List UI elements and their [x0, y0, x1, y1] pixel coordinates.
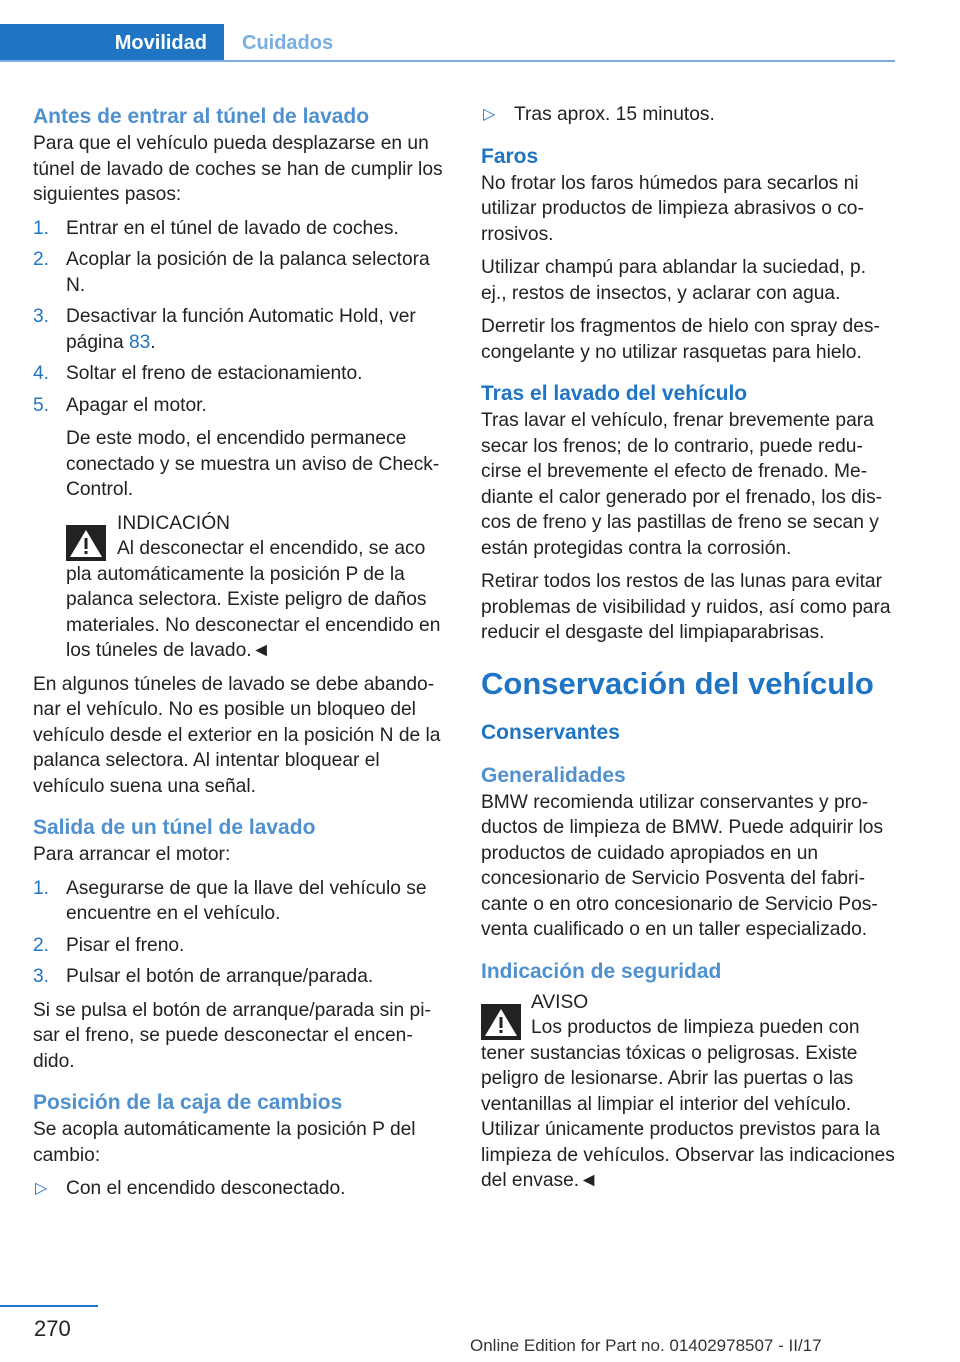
right-column — [481, 102, 895, 1202]
list-item: 2. Acoplar la posición de la palanca selectora N. — [33, 249, 430, 296]
list-item: 1. Asegurarse de que la llave del vehículo se encuentre en el vehículo. — [33, 877, 427, 924]
warning-body: tener sustancias tóxicas o peligrosas. Existe peligro de lesionarse. Abrir las puertas o las ventanillas al limpiar el interior del vehículo. Utilizar únicamente productos previstos para la limpieza de vehículos. Observar las indicaciones del envase.◄ — [481, 1042, 895, 1191]
note-title: INDICACIÓN — [117, 512, 230, 534]
warning-first-line: Los productos de limpieza pueden con — [531, 1017, 860, 1038]
gear-list — [33, 1176, 447, 1202]
section-title-conservation: Conservación del vehículo — [481, 665, 874, 701]
tunnel-steps-list — [33, 216, 447, 503]
paragraph-exit-intro: Para arrancar el motor: — [33, 844, 231, 865]
top-tab-bar — [0, 0, 895, 60]
footer-rule — [0, 1305, 98, 1307]
list-item: 4. Soltar el freno de estacionamiento. — [33, 363, 363, 384]
paragraph-tunnel-intro: Para que el vehículo pueda desplazarse en un túnel de lavado de coches se han de cumplir los siguientes pasos: — [33, 133, 443, 205]
heading-generalidades: Generalidades — [481, 763, 626, 787]
heading-faros: Faros — [481, 144, 539, 168]
page-number: 270 — [34, 1316, 71, 1341]
heading-safety: Indicación de seguridad — [481, 959, 722, 983]
note-box — [33, 511, 447, 664]
paragraph-gear: Se acopla automáticamente la posición P del cambio: — [33, 1119, 416, 1166]
note-first-line: Al desconectar el encendido, se aco — [117, 538, 426, 559]
heading-after-wash: Tras el lavado del vehículo — [481, 382, 748, 405]
list-item: 3. Pulsar el botón de arranque/parada. — [33, 966, 374, 987]
heading-conservantes: Conservantes — [481, 720, 620, 744]
tab-movilidad[interactable]: Movilidad — [0, 24, 224, 62]
paragraph-general: BMW recomienda utilizar conservantes y productos de limpieza de BMW. Puede adquirir los productos de cuidado apropiados en un concesionario de Servicio Posventa del fabricante o en otro concesionario de Servicio Posventa cualificado o en un taller especializado. — [481, 791, 884, 940]
heading-tunnel-exit: Salida de un túnel de lavado — [33, 816, 316, 839]
header-rule — [0, 60, 895, 62]
warning-triangle-icon — [481, 1004, 521, 1040]
warning-triangle-icon — [66, 525, 106, 561]
paragraph-faros-2: Utilizar champú para ablandar la suciedad, p. ej., restos de insectos, y aclarar con agua. — [481, 257, 867, 304]
page-link-83[interactable]: 83 — [128, 331, 151, 353]
paragraph-after-1: Tras lavar el vehículo, frenar brevemente para secar los frenos; de lo contrario, puede reducirse el brevemente el efecto de frenado. Mediante el calor generado por el frenado, los discos de freno y las pastillas de freno se secan y están protegidas contra la corrosión. — [481, 410, 883, 559]
left-column — [33, 102, 447, 1210]
tab-cuidados[interactable]: Cuidados — [242, 32, 334, 54]
list-item: 1. Entrar en el túnel de lavado de coches. — [33, 217, 399, 239]
paragraph-faros-1: No frotar los faros húmedos para secarlos ni utilizar productos de limpieza abrasivos o corrosivos. — [481, 172, 864, 245]
gear-list-continued — [481, 102, 895, 128]
step5-detail: De este modo, el encendido permanece conectado y se muestra un aviso de Check-Control. — [66, 428, 440, 500]
paragraph-abandon: En algunos túneles de lavado se debe abandonar el vehículo. No es posible un bloqueo del vehículo desde el exterior en la posición N de la palanca selectora. Al intentar bloquear el vehículo suena una señal. — [33, 673, 441, 797]
warning-box — [481, 990, 895, 1194]
list-item: 2. Pisar el freno. — [33, 934, 185, 956]
note-body: pla automáticamente la posición P de la palanca selectora. Existe peligro de daños materiales. No desconectar el encendido en los túneles de lavado.◄ — [66, 563, 441, 661]
edition-note: Online Edition for Part no. 01402978507 - II/17 — [470, 1336, 822, 1355]
list-item: ▷ Tras aprox. 15 minutos. — [483, 104, 715, 125]
paragraph-after-2: Retirar todos los restos de las lunas para evitar problemas de visibilidad y ruidos, así como para reducir el desgaste del limpiaparabrisas. — [481, 571, 891, 643]
list-item: 5. Apagar el motor. De este modo, el encendido permanece conectado y se muestra un aviso de Check-Control. — [33, 393, 447, 503]
warning-title: AVISO — [531, 991, 589, 1013]
paragraph-exit-note: Si se pulsa el botón de arranque/parada sin pisar el freno, se puede desconectar el encendido. — [33, 999, 431, 1072]
heading-gear-position: Posición de la caja de cambios — [33, 1091, 343, 1114]
list-item: 3. Desactivar la función Automatic Hold, ver página 83. — [33, 306, 416, 353]
exit-steps-list — [33, 876, 447, 990]
list-item: ▷ Con el encendido desconectado. — [35, 1178, 346, 1199]
heading-tunnel-entry: Antes de entrar al túnel de lavado — [33, 105, 370, 128]
paragraph-faros-3: Derretir los fragmentos de hielo con spray descongelante y no utilizar rasquetas para hielo. — [481, 316, 880, 363]
